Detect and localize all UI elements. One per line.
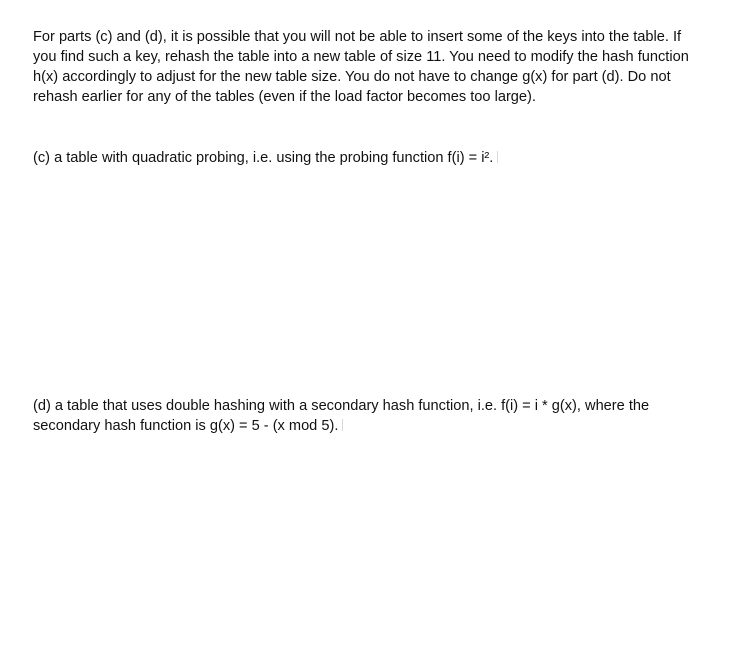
part-d-question <box>33 396 693 436</box>
text-cursor-marker <box>342 419 343 431</box>
part-c-text: (c) a table with quadratic probing, i.e. using the probing function f(i) = i². <box>33 150 494 166</box>
text-cursor-marker <box>497 151 498 163</box>
part-d-text: (d) a table that uses double hashing with a secondary hash function, i.e. f(i) = i * g(x), where the secondary hash function is g(x) = 5 - (x mod 5). <box>33 398 650 434</box>
instructions-paragraph: For parts (c) and (d), it is possible that you will not be able to insert some of the keys into the table. If you find such a key, rehash the table into a new table of size 11. You need to modify the hash function h(x) accordingly to adjust for the new table size. You do not have to change g(x) for part (d). Do not rehash earlier for any of the tables (even if the load factor becomes too large). <box>33 29 689 105</box>
part-c-question <box>33 148 693 168</box>
